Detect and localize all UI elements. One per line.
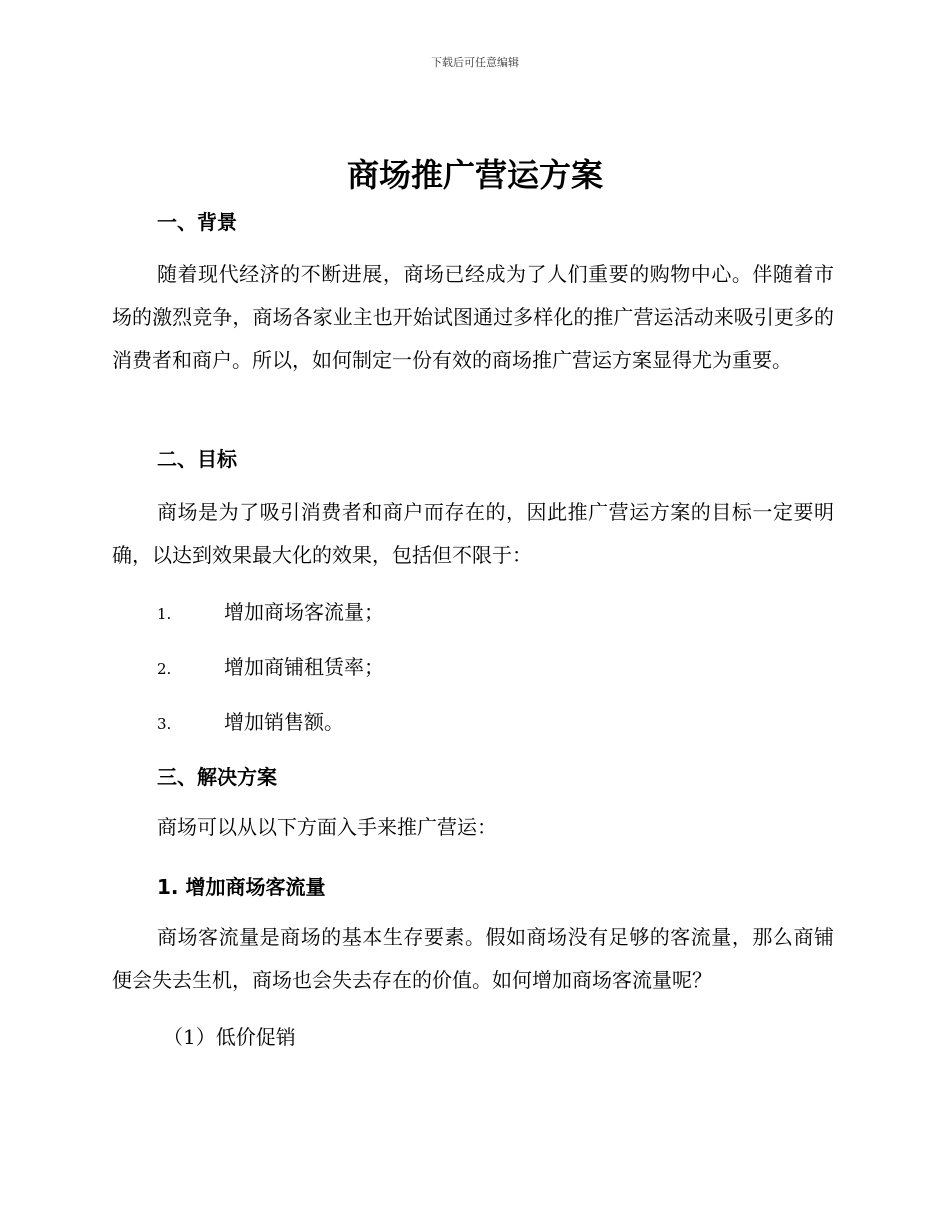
traffic-method-1: （1）低价促销 bbox=[163, 1025, 296, 1049]
goal-number: 2. bbox=[157, 660, 172, 678]
goal-item-3 bbox=[157, 706, 344, 735]
background-paragraph: 随着现代经济的不断进展，商场已经成为了人们重要的购物中心。伴随着市场的激烈竞争，商场各家业主也开始试图通过多样化的推广营运活动来吸引更多的消费者和商户。所以，如何制定一份有效的商场推广营运方案显得尤为重要。 bbox=[112, 262, 834, 372]
subsection-heading-traffic: 1. 增加商场客流量 bbox=[157, 875, 326, 899]
goal-item-1 bbox=[157, 596, 384, 625]
section-heading-background: 一、背景 bbox=[157, 210, 237, 234]
goal-text: 增加商场客流量； bbox=[224, 600, 384, 624]
section-heading-solutions: 三、解决方案 bbox=[157, 765, 277, 789]
section-heading-goals: 二、目标 bbox=[157, 447, 237, 471]
goal-number: 3. bbox=[157, 715, 172, 733]
traffic-paragraph: 商场客流量是商场的基本生存要素。假如商场没有足够的客流量，那么商铺便会失去生机，商场也会失去存在的价值。如何增加商场客流量呢？ bbox=[112, 925, 834, 992]
goal-text: 增加商铺租赁率； bbox=[224, 655, 384, 679]
goals-paragraph: 商场是为了吸引消费者和商户而存在的，因此推广营运方案的目标一定要明确，以达到效果最大化的效果，包括但不限于： bbox=[112, 500, 834, 567]
goal-text: 增加销售额。 bbox=[224, 710, 344, 734]
goal-number: 1. bbox=[157, 605, 172, 623]
page-header: 下载后可任意编辑 bbox=[431, 56, 519, 69]
document-title: 商场推广营运方案 bbox=[346, 156, 603, 194]
solutions-paragraph: 商场可以从以下方面入手来推广营运： bbox=[157, 815, 497, 839]
goal-item-2 bbox=[157, 651, 384, 680]
